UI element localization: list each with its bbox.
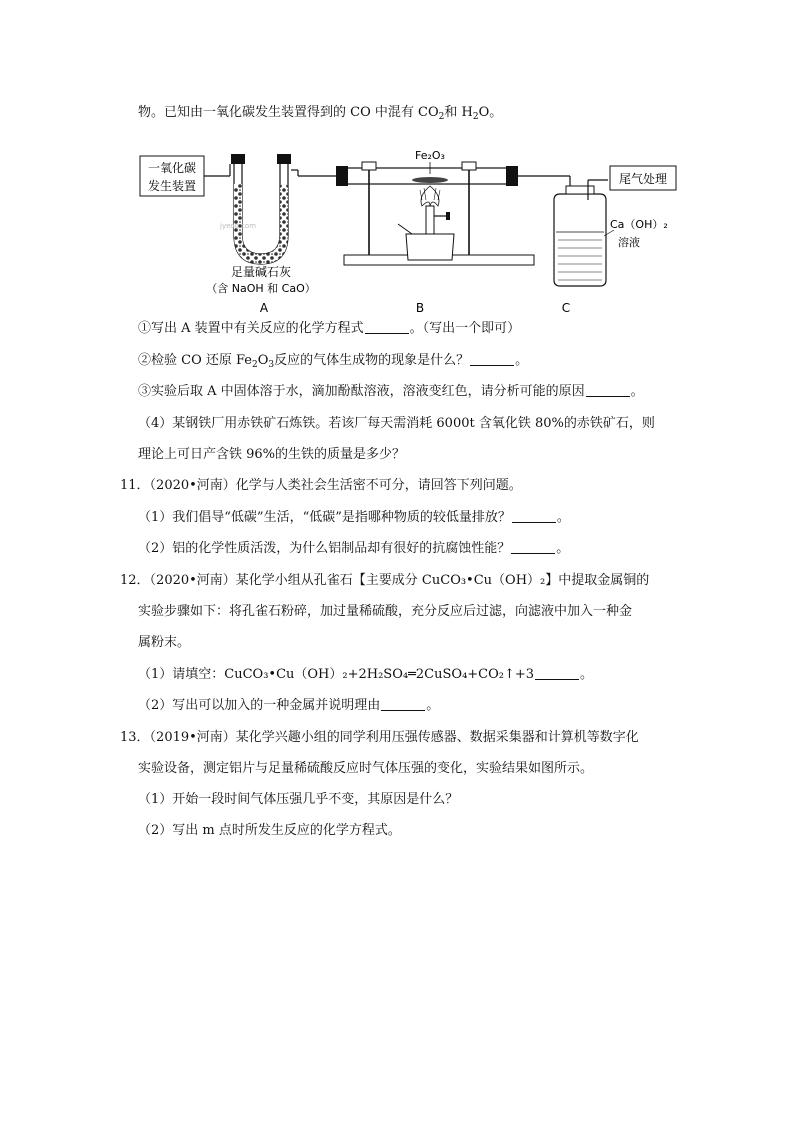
label-b: B bbox=[415, 301, 425, 315]
p13-line-2: 实验设备，测定铝片与足量稀硫酸反应时气体压强的变化，实验结果如图所示。 bbox=[138, 761, 594, 776]
q2-line: ②检验 CO 还原 $Fe_2O_3$反应的气体生成物的现象是什么？ 。 bbox=[138, 353, 529, 370]
flame bbox=[421, 186, 439, 206]
caoh2-label: Ca（OH）₂ bbox=[610, 218, 668, 231]
sub-2b: 2 bbox=[472, 112, 479, 122]
soda-lime-label: 足量碱石灰 bbox=[230, 265, 292, 279]
answer-blank[interactable] bbox=[512, 510, 556, 523]
intro-text: 物。已知由一氧化碳发生装置得到的 CO 中混有 CO bbox=[138, 105, 439, 120]
q3-line: ③实验后取 A 中固体溶于水，滴加酚酞溶液，溶液变红色，请分析可能的原因 。 bbox=[138, 384, 644, 399]
p12-line-2: 实验步骤如下：将孔雀石粉碎，加过量稀硫酸，充分反应后过滤，向滤液中加入一种金 bbox=[138, 604, 633, 619]
p13-s1: （1）开始一段时间气体压强几乎不变，其原因是什么？ bbox=[138, 792, 459, 807]
intro-end: O。 bbox=[478, 105, 503, 120]
sub-2: 2 bbox=[438, 112, 445, 122]
burner-valve bbox=[446, 212, 450, 220]
fe2o3-label: Fe₂O₃ bbox=[415, 149, 445, 162]
answer-blank[interactable] bbox=[470, 353, 514, 366]
label-a: A bbox=[259, 301, 269, 315]
bottle-neck bbox=[566, 186, 594, 194]
apparatus-diagram bbox=[130, 140, 690, 320]
fe2o3-powder bbox=[412, 177, 448, 183]
label-c: C bbox=[561, 301, 571, 315]
tube-stopper-right bbox=[506, 166, 518, 186]
tail-gas-label: 尾气处理 bbox=[618, 172, 668, 186]
clamp-right bbox=[462, 162, 476, 170]
burner-base bbox=[406, 234, 454, 260]
p13-s2: （2）写出 m 点时所发生反应的化学方程式。 bbox=[138, 823, 401, 838]
answer-blank[interactable] bbox=[586, 384, 630, 397]
answer-blank[interactable] bbox=[535, 667, 579, 680]
p12-line-1: 12．（2020•河南）某化学小组从孔雀石【主要成分 CuCO₃•Cu（OH）₂】中提取金属铜的 bbox=[120, 573, 650, 588]
generator-label-2: 发生装置 bbox=[147, 179, 197, 193]
tube-stopper-left bbox=[336, 166, 348, 186]
q1-line: ①写出 A 装置中有关反应的化学方程式 。（写出一个即可） bbox=[138, 321, 521, 336]
p12-line-3: 属粉末。 bbox=[138, 635, 191, 650]
p12-s1: （1）请填空：CuCO₃•Cu（OH）₂+2H₂SO₄═2CuSO₄+CO₂↑+3 。 bbox=[138, 667, 594, 682]
q4-line-2: 理论上可日产含铁 96%的生铁的质量是多少？ bbox=[138, 447, 406, 462]
p12-s2: （2）写出可以加入的一种金属并说明理由 。 bbox=[138, 698, 440, 713]
intro-line bbox=[138, 104, 502, 122]
stopper-left bbox=[231, 154, 245, 164]
p11-s1: （1）我们倡导“低碳”生活，“低碳”是指哪种物质的较低量排放？ 。 bbox=[138, 510, 570, 525]
answer-blank[interactable] bbox=[381, 698, 425, 711]
p11-s2: （2）铝的化学性质活泼，为什么铝制品却有很好的抗腐蚀性能？ 。 bbox=[138, 541, 570, 556]
watermark: jyeoo.com bbox=[220, 222, 257, 230]
generator-label-1: 一氧化碳 bbox=[147, 161, 197, 175]
intro-mid: 和 H bbox=[444, 105, 473, 120]
clamp-left bbox=[362, 162, 376, 170]
answer-blank[interactable] bbox=[511, 541, 555, 554]
stopper-right bbox=[277, 154, 291, 164]
burner-tube bbox=[426, 206, 434, 234]
q4-line-1: （4）某钢铁厂用赤铁矿石炼铁。若该厂每天需消耗 6000t 含氧化铁 80%的赤铁矿石，则 bbox=[138, 416, 655, 431]
p13-line-1: 13．（2019•河南）某化学兴趣小组的同学利用压强传感器、数据采集器和计算机等数字化 bbox=[120, 730, 639, 745]
solution-label: 溶液 bbox=[618, 236, 640, 249]
p11-head: 11．（2020•河南）化学与人类社会生活密不可分，请回答下列问题。 bbox=[120, 478, 522, 493]
soda-lime-note: （含 NaOH 和 CaO） bbox=[206, 282, 316, 295]
answer-blank[interactable] bbox=[365, 321, 409, 334]
